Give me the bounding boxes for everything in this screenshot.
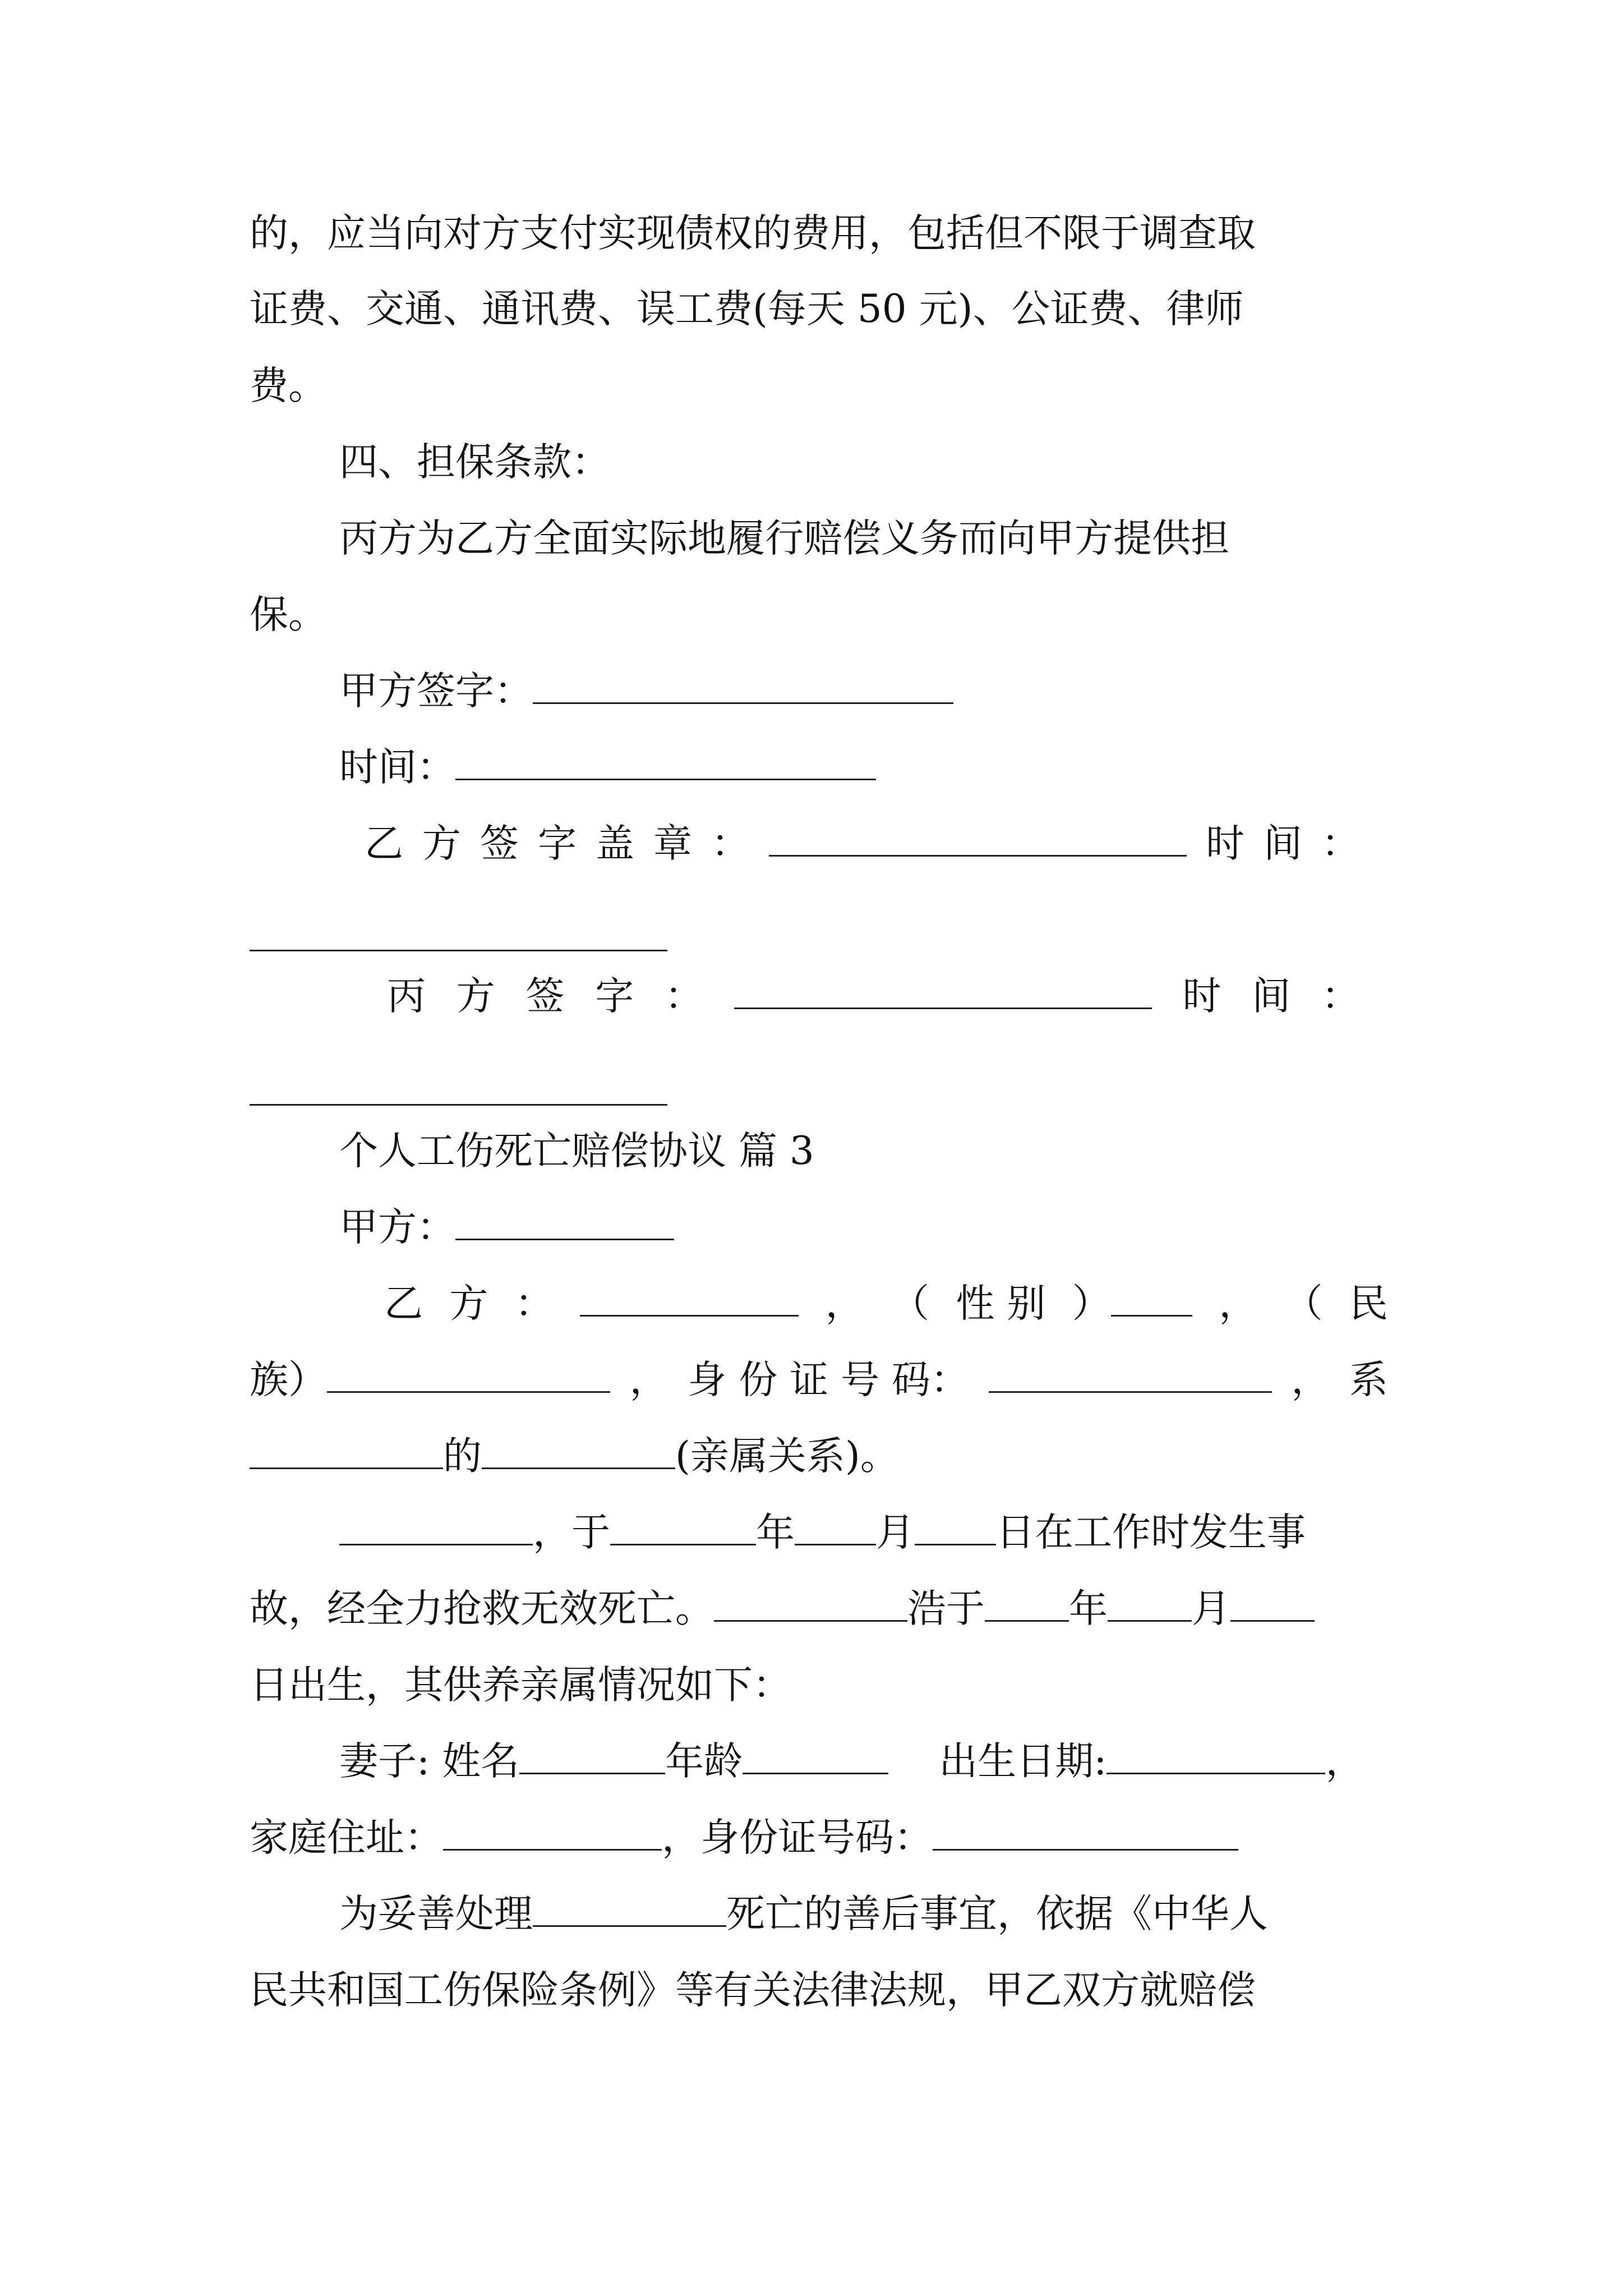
month-label: 月 xyxy=(876,1510,915,1555)
relation-label-start: 系 xyxy=(1349,1358,1388,1402)
wife-birth-blank[interactable] xyxy=(1106,1743,1325,1774)
party-b-char: 乙 xyxy=(365,821,403,866)
party-b-info-char: 乙 xyxy=(384,1281,423,1326)
accident-on-label: ，于 xyxy=(533,1510,610,1555)
paragraph-line: 费。 xyxy=(250,364,327,408)
party-b-time-char: 间 xyxy=(1264,821,1302,866)
wife-info-line xyxy=(339,1739,1364,1784)
party-b-time-blank[interactable] xyxy=(250,950,667,951)
death-text: 故，经全力抢救无效死亡。 xyxy=(250,1586,714,1631)
comma: ， xyxy=(629,1358,668,1402)
of-label: 的 xyxy=(443,1434,482,1479)
party-b-info-char: 方 xyxy=(449,1281,488,1326)
dependents-intro: 日出生，其供养亲属情况如下： xyxy=(250,1663,791,1708)
gender-label: 性 别 xyxy=(956,1281,1046,1326)
paragraph-line: 丙方为乙方全面实际地履行赔偿义务而向甲方提供担 xyxy=(339,516,1229,561)
death-line xyxy=(250,1586,1315,1631)
relation-line xyxy=(250,1434,899,1479)
deceased-name-blank[interactable] xyxy=(339,1515,533,1545)
party-c-char: 字 xyxy=(595,974,634,1019)
paragraph-line: 保。 xyxy=(250,592,327,637)
party-c-time-char: ： xyxy=(1321,974,1360,1019)
party-b-time-char: ： xyxy=(1321,821,1360,866)
section-heading: 四、担保条款： xyxy=(339,440,610,485)
id-number-label-2: ，身份证号码： xyxy=(662,1815,933,1860)
address-id-line xyxy=(250,1815,1238,1860)
year-label: 年 xyxy=(756,1510,795,1555)
party-c-signature-blank[interactable] xyxy=(734,978,1152,1009)
party-a-signature-label: 甲方签字： xyxy=(339,669,533,714)
purpose-text-2: 死亡的善后事宜，依据《中华人 xyxy=(726,1892,1268,1936)
agreement-party-a-blank[interactable] xyxy=(455,1209,674,1240)
purpose-line xyxy=(339,1892,1268,1936)
relation-type-blank[interactable] xyxy=(482,1438,675,1469)
age-label: 年龄 xyxy=(665,1739,743,1784)
wife-name-label: 妻子: 姓名 xyxy=(339,1739,520,1784)
purpose-text-1: 为妥善处理 xyxy=(339,1892,533,1936)
paragraph-line: 的，应当向对方支付实现债权的费用，包括但不限于调查取 xyxy=(250,211,1256,256)
paragraph-line: 民共和国工伤保险条例》等有关法律法规，甲乙双方就赔偿 xyxy=(250,1968,1256,2013)
gender-blank[interactable] xyxy=(1111,1286,1192,1317)
party-b-char: ： xyxy=(711,821,750,866)
party-b-char: 盖 xyxy=(596,821,634,866)
party-c-char: 方 xyxy=(456,974,495,1019)
party-b-char: 方 xyxy=(422,821,461,866)
time-label: 时间： xyxy=(339,745,455,790)
born-on-label: 浩于 xyxy=(907,1586,985,1631)
wife-age-blank[interactable] xyxy=(743,1743,888,1774)
id-number-blank-2[interactable] xyxy=(933,1820,1238,1851)
comma: ， xyxy=(1325,1739,1364,1784)
relation-person-blank[interactable] xyxy=(250,1438,443,1469)
address-blank[interactable] xyxy=(443,1820,662,1851)
deceased-blank[interactable] xyxy=(714,1591,907,1622)
ethnicity-id-line xyxy=(250,1358,1388,1402)
party-b-signature-line xyxy=(365,821,1360,866)
paren-close: ） xyxy=(1072,1281,1111,1326)
address-label: 家庭住址： xyxy=(250,1815,443,1860)
paragraph-line: 证费、交通、通讯费、误工费(每天 50 元)、公证费、律师 xyxy=(250,287,1244,332)
birth-date-label: 出生日期: xyxy=(939,1739,1107,1784)
agreement-party-a-line xyxy=(339,1205,674,1250)
ethnicity-label-end: 族） xyxy=(250,1358,327,1402)
wife-name-blank[interactable] xyxy=(519,1743,665,1774)
party-c-char: 丙 xyxy=(387,974,426,1019)
party-a-signature-blank[interactable] xyxy=(533,673,953,704)
party-b-time-char: 时 xyxy=(1206,821,1244,866)
agreement-party-a-label: 甲方： xyxy=(339,1205,455,1250)
time-line xyxy=(339,745,876,790)
party-b-signature-blank[interactable] xyxy=(769,826,1187,857)
paren-open: （ xyxy=(891,1281,930,1326)
birth-month-blank[interactable] xyxy=(1108,1591,1192,1622)
year-label: 年 xyxy=(1069,1586,1108,1631)
party-a-signature-line xyxy=(339,669,953,714)
party-c-signature-line xyxy=(387,974,1360,1019)
comma: ， xyxy=(1219,1281,1258,1326)
party-c-char: 签 xyxy=(525,974,565,1019)
id-number-blank[interactable] xyxy=(989,1362,1272,1393)
party-b-char: 签 xyxy=(480,821,519,866)
accident-year-blank[interactable] xyxy=(610,1515,756,1545)
relation-label: (亲属关系)。 xyxy=(675,1434,899,1479)
party-b-info-char: ： xyxy=(514,1281,554,1326)
party-c-time-char: 时 xyxy=(1182,974,1221,1019)
party-b-name-blank[interactable] xyxy=(580,1286,799,1317)
accident-day-blank[interactable] xyxy=(915,1515,996,1545)
party-c-time-blank[interactable] xyxy=(250,1104,667,1106)
comma: ， xyxy=(825,1281,864,1326)
comma: ， xyxy=(1291,1358,1330,1402)
accident-day-text: 日在工作时发生事 xyxy=(996,1510,1306,1555)
accident-month-blank[interactable] xyxy=(795,1515,876,1545)
birth-day-blank[interactable] xyxy=(1230,1591,1315,1622)
deceased-name-blank-2[interactable] xyxy=(533,1896,726,1927)
id-number-label: 身 份 证 号 码： xyxy=(688,1358,970,1402)
agreement-title: 个人工伤死亡赔偿协议 篇 3 xyxy=(339,1129,814,1174)
month-label: 月 xyxy=(1192,1586,1230,1631)
party-c-char: ： xyxy=(665,974,703,1019)
party-c-time-char: 间 xyxy=(1252,974,1291,1019)
paren-open: （ xyxy=(1284,1281,1323,1326)
party-b-char: 字 xyxy=(538,821,577,866)
ethnicity-blank[interactable] xyxy=(327,1362,610,1393)
birth-year-blank[interactable] xyxy=(985,1591,1069,1622)
party-b-info-line xyxy=(384,1281,1388,1326)
time-blank[interactable] xyxy=(455,749,876,780)
accident-line xyxy=(339,1510,1306,1555)
party-b-char: 章 xyxy=(653,821,692,866)
ethnicity-label: 民 xyxy=(1349,1281,1388,1326)
